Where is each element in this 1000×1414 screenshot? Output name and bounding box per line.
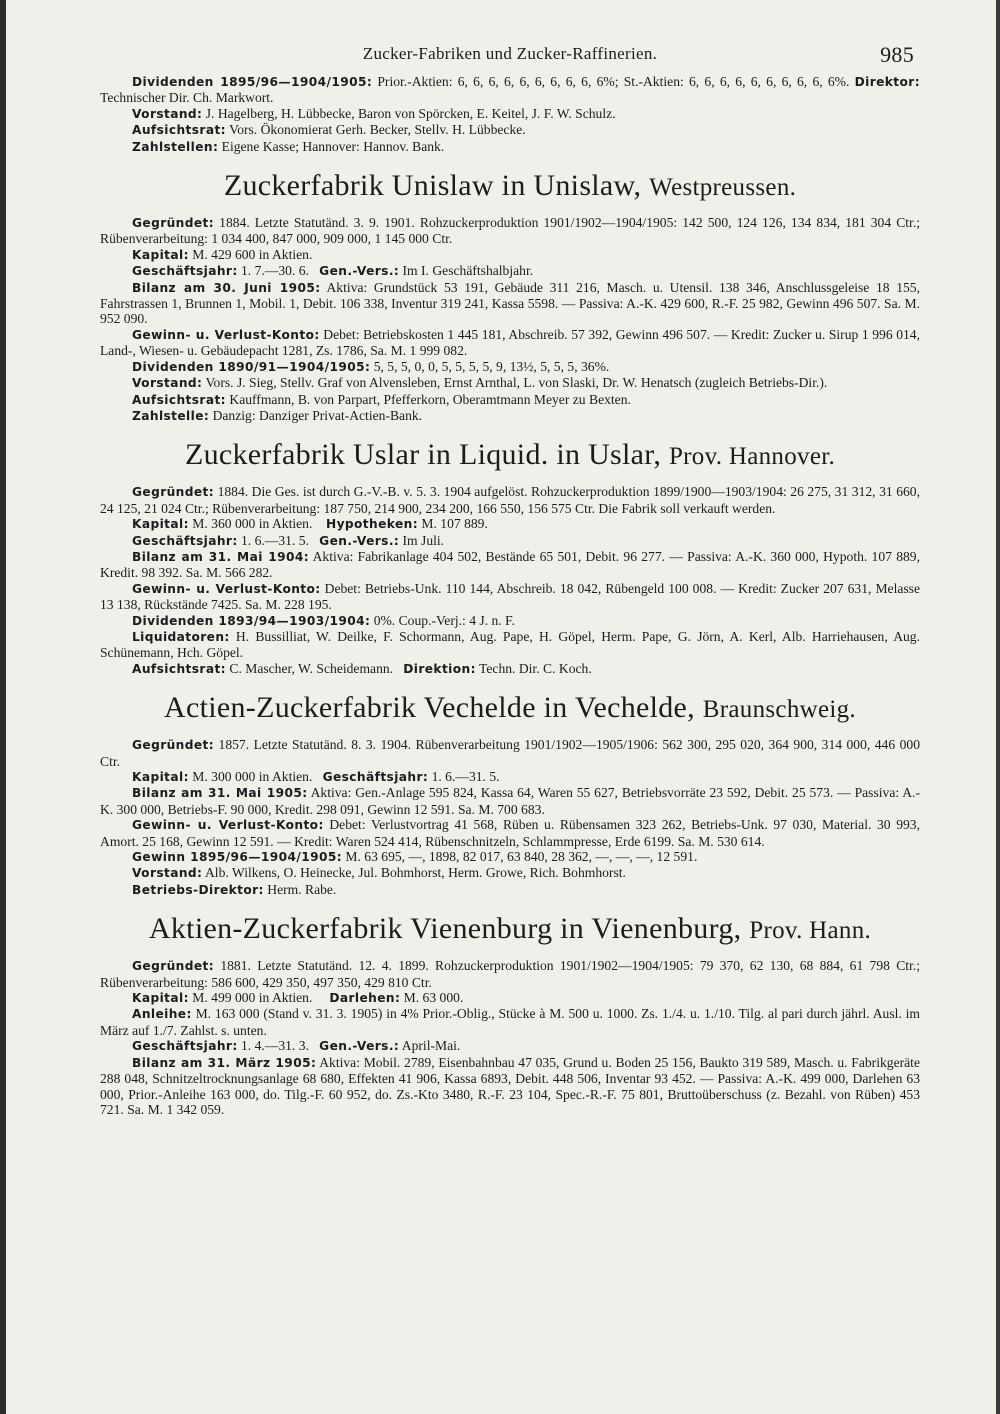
entry-dividenden: Dividenden 1890/91—1904/1905: 5, 5, 5, 0, 0, 5, 5, 5, 5, 9, 13½, 5, 5, 5, 36%. — [132, 358, 610, 374]
entry-geschaeftsjahr: Geschäftsjahr: 1. 4.—31. 3. Gen.-Vers.: April-Mai. — [132, 1038, 461, 1054]
intro-vorstand: Vorstand: J. Hagelberg, H. Lübbecke, Baron von Spörcken, E. Keitel, J. F. W. Schulz. — [132, 105, 616, 121]
entry-bilanz: Bilanz am 31. Mai 1905: Aktiva: Gen.-Anlage 595 824, Kassa 64, Waren 55 627, Betriebsvorräte 23 592, Debit. 25 573. — Passiva: A.-K. 300 000, Betriebs-F. 90 000, Kredit. 298 091, Gewinn 12 591. Sa. M. 700 683. — [100, 785, 920, 817]
entry-vechelde — [100, 691, 920, 898]
running-head — [100, 44, 920, 74]
entry-vorstand: Vorstand: Alb. Wilkens, O. Heinecke, Jul. Bohmhorst, Herm. Growe, Rich. Bohmhorst. — [132, 865, 626, 881]
entry-unislaw — [100, 169, 920, 424]
entry-vorstand: Vorstand: Vors. J. Sieg, Stellv. Graf von Alvensleben, Ernst Arnthal, L. von Slaski, Dr. W. Henatsch (zugleich Betriebs-Dir.). — [132, 375, 828, 391]
entry-gegruendet: Gegründet: 1881. Letzte Statutänd. 12. 4. 1899. Rohzuckerproduktion 1901/1902—1904/1905: 79 370, 62 130, 68 884, 61 798 Ctr.; Rübenverarbeitung: 586 600, 429 350, 497 350, 429 810 Ctr. — [100, 958, 920, 990]
entry-title: Zuckerfabrik Uslar in Liquid. in Uslar, Prov. Hannover. — [184, 438, 836, 472]
entry-aufsichtsrat: Aufsichtsrat: C. Mascher, W. Scheidemann. Direktion: Techn. Dir. C. Koch. — [132, 660, 592, 676]
entry-guv: Gewinn- u. Verlust-Konto: Debet: Betriebskosten 1 445 181, Abschreib. 57 392, Gewinn 496 507. — Kredit: Zucker u. Sirup 1 996 014, Land-, Wiesen- u. Gebäudepacht 1281, Zs. 1786, Sa. M. 1 999 082. — [100, 326, 921, 359]
entry-bilanz: Bilanz am 31. Mai 1904: Aktiva: Fabrikanlage 404 502, Bestände 65 501, Debit. 96 277. — Passiva: A.-K. 360 000, Hypoth. 107 889, Kredit. 98 392. Sa. M. 566 282. — [100, 548, 920, 581]
entry-zahlstelle: Zahlstelle: Danzig: Danziger Privat-Actien-Bank. — [132, 407, 423, 423]
entry-geschaeftsjahr: Geschäftsjahr: 1. 7.—30. 6. Gen.-Vers.: Im I. Geschäftshalbjahr. — [132, 263, 534, 279]
entry-kapital: Kapital: M. 300 000 in Aktien. Geschäftsjahr: 1. 6.—31. 5. — [132, 769, 500, 784]
entry-gegruendet: Gegründet: 1857. Letzte Statutänd. 8. 3. 1904. Rübenverarbeitung 1901/1902—1905/1906: 562 300, 295 020, 364 900, 314 000, 446 000 Ctr. — [100, 737, 920, 769]
entry-gegruendet: Gegründet: 1884. Letzte Statutänd. 3. 9. 1901. Rohzuckerproduktion 1901/1902—1904/1905: 142 500, 124 126, 134 834, 181 304 Ctr.; Rübenverarbeitung: 1 034 400, 847 000, 909 000, 1 145 000 Ctr. — [100, 215, 920, 247]
scan-edge-right — [996, 0, 1000, 1414]
entry-bilanz: Bilanz am 31. März 1905: Aktiva: Mobil. 2789, Eisenbahnbau 47 035, Grund u. Boden 25 156, Baukto 319 589, Masch. u. Fabrikgeräte 288 048, Schnitzeltrocknungsanlage 68 680, Effekten 41 906, Kassa 6893, Debit. 448 506, Inventar 93 452. — Passiva: A.-K. 499 000, Darlehen 63 000, Prior.-Anleihe 163 000, do. Tilg.-F. 60 952, do. Zs.-Kto 3480, R.-F. 23 104, Spec.-R.-F. 75 801, Bruttoüberschuss (z. Bezahl. von Rüben) 453 721. Sa. M. 1 342 059. — [100, 1054, 920, 1117]
entry-kapital: Kapital: M. 429 600 in Aktien. — [132, 246, 313, 262]
entry-guv: Gewinn- u. Verlust-Konto: Debet: Verlustvortrag 41 568, Rüben u. Rübensamen 323 262, Betriebs-Unk. 97 030, Material. 30 993, Amort. 25 168, Gewinn 12 591. — Kredit: Waren 524 414, Rübenschnitzeln, Schlammpresse, Erde 6199. Sa. M. 530 614. — [100, 817, 921, 849]
entry-title: Aktien-Zuckerfabrik Vienenburg in Vienenburg, Prov. Hann. — [148, 912, 872, 946]
entry-uslar — [100, 438, 920, 677]
entry-kapital: Kapital: M. 499 000 in Aktien. Darlehen: M. 63 000. — [132, 990, 464, 1006]
intro-aufsichtsrat: Aufsichtsrat: Vors. Ökonomierat Gerh. Becker, Stellv. H. Lübbecke. — [132, 122, 526, 138]
entry-betriebsdirektor: Betriebs-Direktor: Herm. Rabe. — [132, 881, 337, 897]
entry-gegruendet: Gegründet: 1884. Die Ges. ist durch G.-V.-B. v. 5. 3. 1904 aufgelöst. Rohzuckerproduktion 1899/1900—1903/1904: 26 275, 31 312, 31 660, 24 125, 21 024 Ctr.; Rübenverarbeitung: 187 750, 214 900, 234 200, 166 550, 156 575 Ctr. Die Fabrik soll verkauft werden. — [100, 484, 920, 516]
entry-anleihe: Anleihe: M. 163 000 (Stand v. 31. 3. 1905) in 4% Prior.-Oblig., Stücke à M. 500 u. 1000. Zs. 1./4. u. 1./10. Tilg. al pari durch jährl. Ausl. im März auf 1./7. Zahlst. s. unten. — [100, 1006, 920, 1038]
intro-dividenden: Dividenden 1895/96—1904/1905: Prior.-Aktien: 6, 6, 6, 6, 6, 6, 6, 6, 6, 6%; St.-Aktien: 6, 6, 6, 6, 6, 6, 6, 6, 6, 6%. Direktor: Technischer Dir. Ch. Markwort. — [100, 74, 920, 106]
entry-gewinn: Gewinn 1895/96—1904/1905: M. 63 695, —, 1898, 82 017, 63 840, 28 362, —, —, —, 12 591. — [132, 849, 698, 865]
entry-bilanz: Bilanz am 30. Juni 1905: Aktiva: Grundstück 53 191, Gebäude 311 216, Masch. u. Utensil. 138 346, Anschlussgeleise 18 155, Fahrstrassen 1, Brunnen 1, Mobil. 1, Debit. 106 338, Inventur 319 241, Kassa 5598. — Passiva: A.-K. 429 600, R.-F. 25 982, Gewinn 496 507. Sa. M. 952 090. — [100, 279, 921, 327]
entry-dividenden: Dividenden 1893/94—1903/1904: 0%. Coup.-Verj.: 4 J. n. F. — [132, 612, 515, 628]
entry-liquidatoren: Liquidatoren: H. Bussilliat, W. Deilke, F. Schormann, Aug. Pape, H. Göpel, Herm. Pape, G. Jörn, A. Kerl, Alb. Harriehausen, Aug. Schünemann, Hch. Göpel. — [100, 628, 921, 661]
intro-block — [100, 74, 920, 155]
entry-kapital: Kapital: M. 360 000 in Aktien. Hypotheken: M. 107 889. — [132, 516, 488, 532]
running-head-title: Zucker-Fabriken und Zucker-Raffinerien. — [362, 44, 658, 63]
entry-guv: Gewinn- u. Verlust-Konto: Debet: Betriebs-Unk. 110 144, Abschreib. 18 042, Rübengeld 100 008. — Kredit: Zucker 207 631, Melasse 13 138, Rückstände 7425. Sa. M. 228 195. — [100, 580, 921, 613]
page-number: 985 — [880, 42, 914, 67]
book-page — [100, 44, 920, 1117]
entry-geschaeftsjahr: Geschäftsjahr: 1. 6.—31. 5. Gen.-Vers.: Im Juli. — [132, 532, 445, 548]
scan-edge-left — [0, 0, 6, 1414]
entry-aufsichtsrat: Aufsichtsrat: Kauffmann, B. von Parpart, Pfefferkorn, Oberamtmann Meyer zu Bexten. — [132, 391, 631, 407]
entry-vienenburg — [100, 912, 920, 1117]
intro-zahlstellen: Zahlstellen: Eigene Kasse; Hannover: Hannov. Bank. — [132, 138, 445, 154]
entry-title: Zuckerfabrik Unislaw in Unislaw, Westpreussen. — [223, 169, 797, 203]
entry-title: Actien-Zuckerfabrik Vechelde in Vechelde, Braunschweig. — [164, 691, 856, 725]
